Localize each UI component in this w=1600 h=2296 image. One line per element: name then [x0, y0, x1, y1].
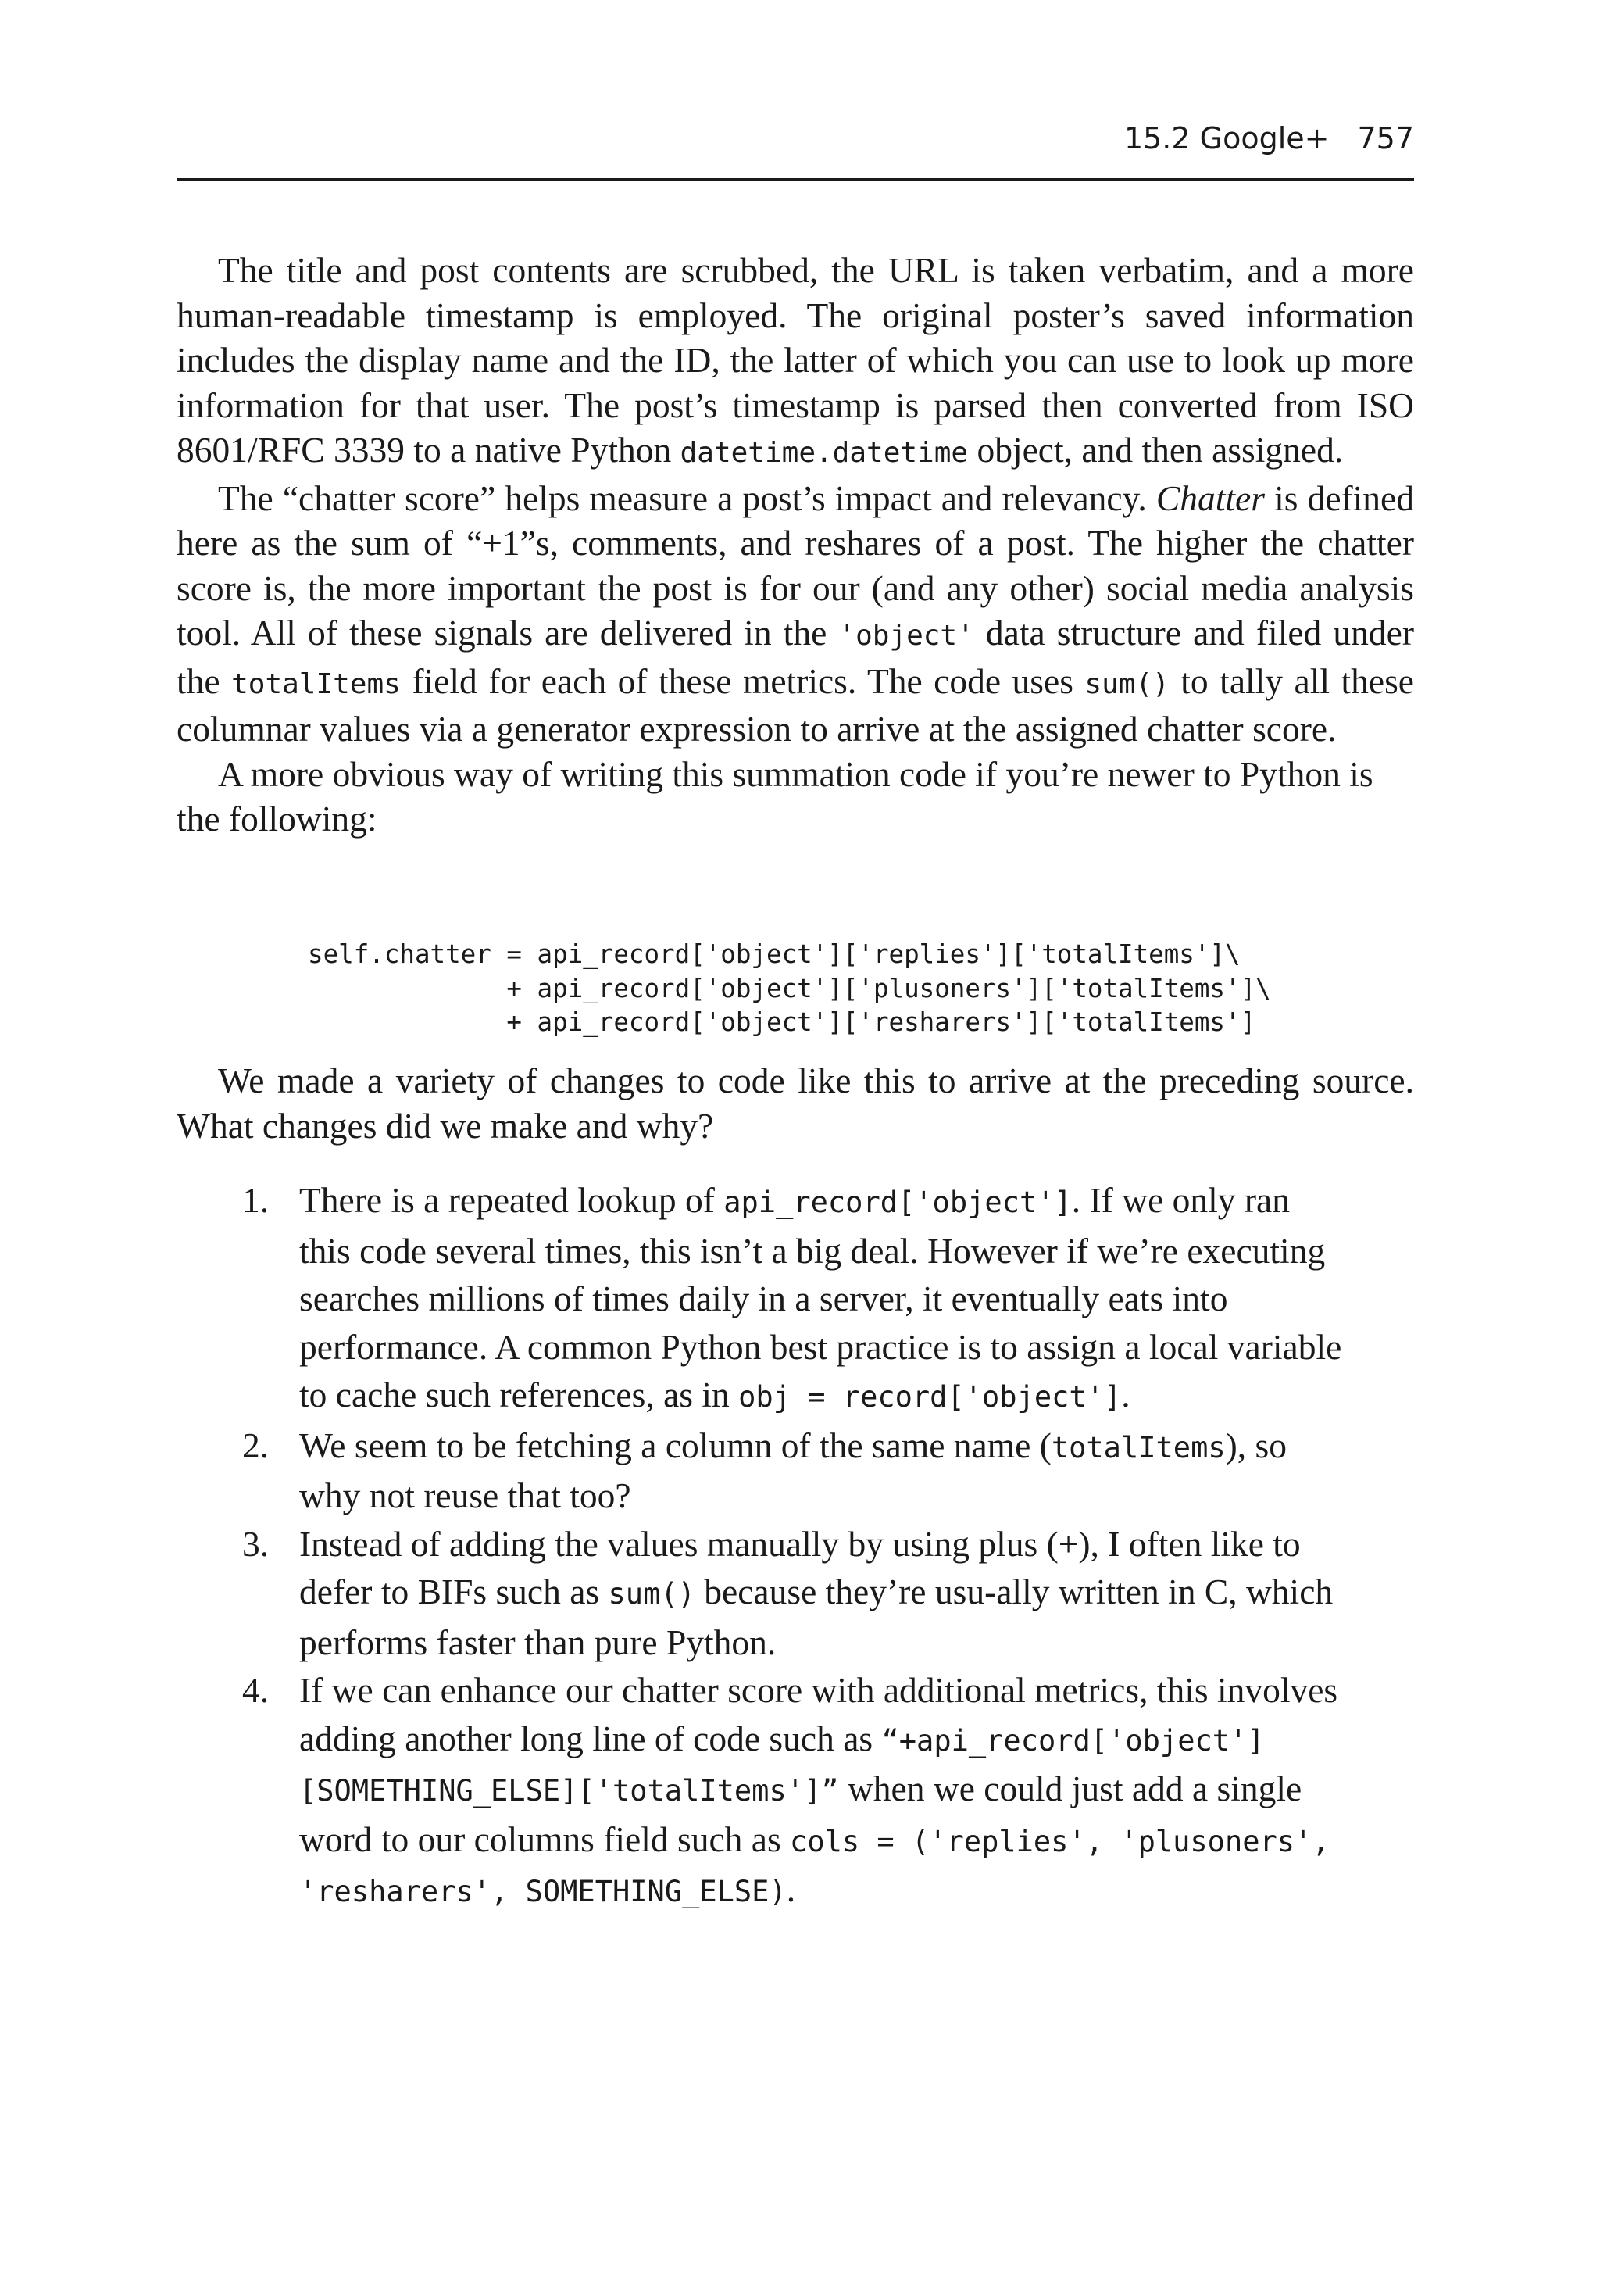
- header-rule: [177, 178, 1414, 181]
- list-number: 2.: [242, 1425, 270, 1465]
- inline-code: sum(): [608, 1577, 695, 1611]
- paragraph-2: The “chatter score” helps measure a post’s impact and relevancy. Chatter is defined here as the sum of “+1”s, comments, and reshares of a post. The higher the chatter score is, the more important the post is for our (and any other) social media analysis tool. All of these signals are delivered in the 'object' data structure and filed under the totalItems field for each of these metrics. The code uses sum() to tally all these columnar values via a generator expression to arrive at the assigned chatter score.: [177, 477, 1415, 749]
- paragraph-4: We made a variety of changes to code like this to arrive at the preceding source. What changes did we make and why?: [177, 1060, 1414, 1146]
- list-item: 3. Instead of adding the values manually by using plus (+), I often like to defer to BIFs such as sum() because they’re usu-ally written in C, which performs faster than pure Python.: [177, 1520, 1348, 1667]
- list-number: 4.: [242, 1670, 270, 1710]
- italic-term: Chatter: [1155, 477, 1265, 518]
- section-reference: 15.2 Google+: [1123, 121, 1330, 156]
- inline-code: sum(): [1084, 667, 1170, 700]
- paragraph-1: The title and post contents are scrubbed, the URL is taken verbatim, and a more human-readable timestamp is employed. The original poster’s saved information includes the display name and the ID, the latter of which you can use to look up more information for that user. The post’s timestamp is parsed then converted from ISO 8601/RFC 3339 to a native Python datetime.datetime object, and then assigned.: [177, 250, 1414, 470]
- list-number: 3.: [242, 1523, 270, 1564]
- code-block: [308, 938, 1271, 1040]
- inline-code: obj = record['object']: [738, 1380, 1122, 1414]
- numbered-list: [177, 1176, 1348, 1916]
- code-line: self.chatter = api_record['object']['replies']['totalItems']\: [308, 939, 1241, 969]
- paragraph-3: A more obvious way of writing this summation code if you’re newer to Python is the following:: [177, 753, 1373, 839]
- running-header: [177, 121, 1414, 156]
- code-line: + api_record['object']['plusoners']['totalItems']\: [308, 973, 1271, 1003]
- page-number: 757: [1357, 121, 1414, 156]
- list-item: 2. We seem to be fetching a column of the same name (totalItems), so why not reuse that too?: [177, 1422, 1348, 1520]
- inline-code: api_record['object']: [723, 1186, 1072, 1219]
- inline-code: datetime.datetime: [680, 437, 969, 469]
- code-line: + api_record['object']['resharers']['totalItems']: [308, 1007, 1256, 1037]
- list-item: 1. There is a repeated lookup of api_record['object']. If we only ran this code several times, this isn’t a big deal. However if we’re executing searches millions of times daily in a server, it eventually eats into performance. A common Python best practice is to assign a local variable to cache such references, as in obj = record['object'].: [177, 1176, 1348, 1422]
- inline-code: “+api_record['object'][SOMETHING_ELSE]['totalItems']”: [299, 1723, 1265, 1808]
- inline-code: cols = ('replies', 'plusoners', 'resharers', SOMETHING_ELSE): [299, 1824, 1330, 1908]
- body-text-top: [177, 248, 1414, 842]
- body-text-middle: [177, 1058, 1414, 1148]
- inline-code: totalItems: [1051, 1430, 1226, 1465]
- list-number: 1.: [242, 1180, 270, 1220]
- list-item: 4. If we can enhance our chatter score with additional metrics, this involves adding another long line of code such as “+api_record['object'][SOMETHING_ELSE]['totalItems']” when we could just add a single word to our columns field such as cols = ('replies', 'plusoners', 'resharers', SOMETHING_ELSE).: [177, 1666, 1348, 1916]
- inline-code: 'object': [838, 620, 974, 652]
- inline-code: totalItems: [231, 667, 401, 700]
